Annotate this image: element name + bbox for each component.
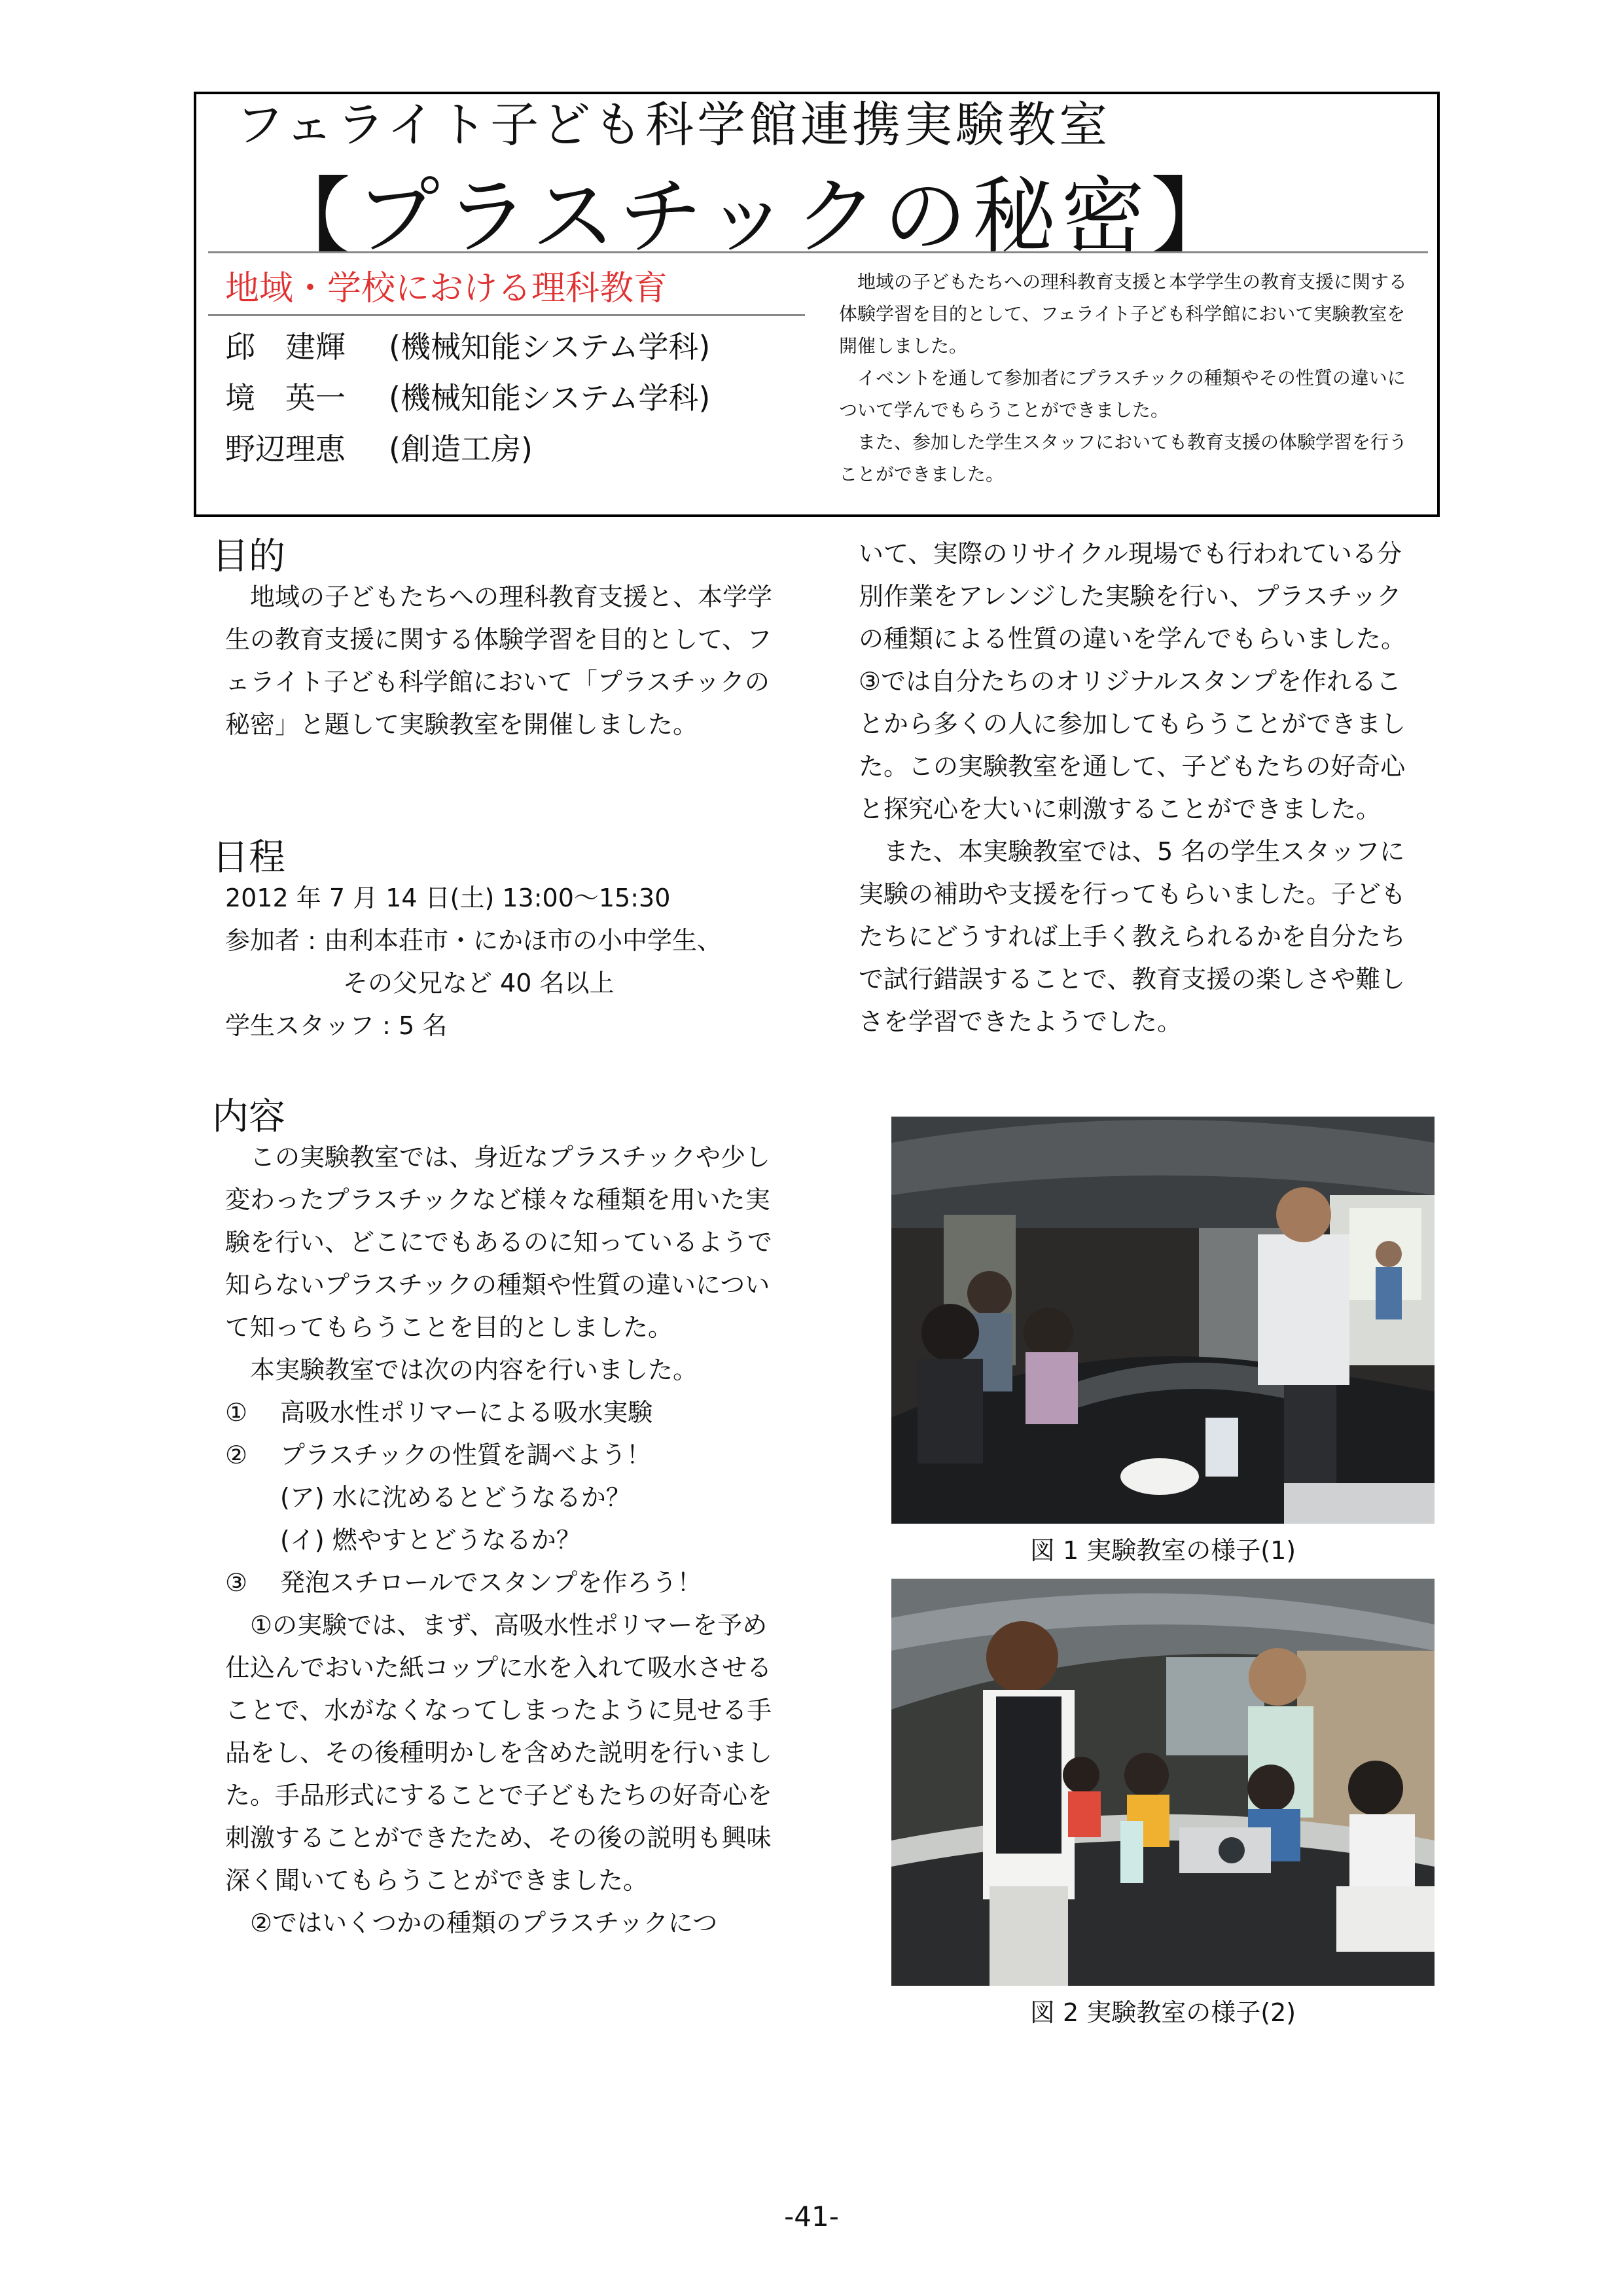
content-item-1 [225, 1391, 788, 1434]
author-affiliation: (機械知能システム学科) [389, 380, 711, 416]
event-subtitle: フェライト子ども科学館連携実験教室 [236, 97, 1111, 153]
content-body [225, 1136, 788, 1945]
schedule-staff: 学生スタッフ : 5 名 [225, 1011, 448, 1040]
abstract [839, 266, 1421, 490]
content-item-3 [225, 1562, 788, 1604]
figure-2-caption: 図 2 実験教室の様子(2) [1029, 1998, 1296, 2027]
schedule-heading: 日程 [212, 836, 285, 879]
item-number: ③ [225, 1568, 248, 1597]
author-affiliation: (創造工房) [389, 431, 533, 467]
content-heading: 内容 [212, 1096, 285, 1138]
author-2 [225, 374, 710, 418]
category-label: 地域・学校における理科教育 [225, 269, 668, 308]
content-subitem-a: (ア) 水に沈めるとどうなるか？ [280, 1483, 631, 1512]
content-subitem-b: (イ) 燃やすとどうなるか？ [280, 1526, 581, 1554]
content-paragraph-2-start: ②ではいくつかの種類のプラスチックにつ [250, 1909, 718, 1937]
content-paragraph-3: また、本実験教室では、5 名の学生スタッフに実験の補助や支援を行ってもらいました。子どもたちにどうすれば上手く教えられるかを自分たちで試行錯誤することで、教育支援の楽しさや難しさを学習できたようでした。 [859, 837, 1406, 1036]
content-body-right [859, 533, 1421, 1043]
schedule-body [225, 877, 788, 1047]
abstract-paragraph: また、参加した学生スタッフにおいても教育支援の体験学習を行うことができました。 [839, 431, 1408, 485]
item-text: 発泡スチロールでスタンプを作ろう！ [280, 1568, 702, 1597]
author-name: 野辺理恵 [225, 431, 346, 467]
item-number: ① [225, 1398, 248, 1427]
author-name: 邱 建輝 [225, 329, 346, 365]
author-name: 境 英一 [225, 380, 346, 416]
content-lead: 本実験教室では次の内容を行いました。 [250, 1355, 698, 1384]
purpose-body [225, 576, 788, 746]
item-text: 高吸水性ポリマーによる吸水実験 [280, 1398, 653, 1427]
abstract-paragraph: イベントを通して参加者にプラスチックの種類やその性質の違いについて学んでもらうことができました。 [839, 367, 1406, 421]
content-intro: この実験教室では、身近なプラスチックや少し変わったプラスチックなど様々な種類を用いた実験を行い、どこにでもあるのに知っているようで知らないプラスチックの種類や性質の違いについて知ってもらうことを目的としました。 [225, 1143, 773, 1342]
page-number: -41- [784, 2200, 839, 2233]
item-number: ② [225, 1441, 248, 1469]
abstract-paragraph: 地域の子どもたちへの理科教育支援と本学学生の教育支援に関する体験学習を目的として、フェライト子ども科学館において実験教室を開催しました。 [839, 271, 1408, 357]
content-item-2 [225, 1434, 788, 1477]
title-divider [208, 251, 1428, 253]
figure-1-caption: 図 1 実験教室の様子(1) [1029, 1536, 1296, 1565]
item-text: プラスチックの性質を調べよう！ [280, 1441, 651, 1469]
category-divider [208, 314, 805, 316]
figure-1-photo [891, 1117, 1435, 1524]
schedule-date: 2012 年 7 月 14 日(土) 13:00〜15:30 [225, 884, 671, 912]
purpose-text: 地域の子どもたちへの理科教育支援と、本学学生の教育支援に関する体験学習を目的として、フェライト子ども科学館において「プラスチックの秘密」と題して実験教室を開催しました。 [225, 583, 773, 739]
purpose-heading: 目的 [212, 535, 285, 578]
author-3 [225, 425, 533, 469]
schedule-participants-cont: その父兄など 40 名以上 [343, 969, 615, 997]
content-paragraph-2-cont: いて、実際のリサイクル現場でも行われている分別作業をアレンジした実験を行い、プラスチックの種類による性質の違いを学んでもらいました。③では自分たちのオリジナルスタンプを作れることから多くの人に参加してもらうことができました。この実験教室を通して、子どもたちの好奇心と探究心を大いに刺激することができました。 [859, 539, 1406, 823]
author-affiliation: (機械知能システム学科) [389, 329, 711, 365]
author-1 [225, 323, 710, 367]
content-paragraph-1: ①の実験では、まず、高吸水性ポリマーを予め仕込んでおいた紙コップに水を入れて吸水させることで、水がなくなってしまったように見せる手品をし、その後種明かしを含めた説明を行いました。手品形式にすることで子どもたちの好奇心を刺激することができたため、その後の説明も興味深く聞いてもらうことができました。 [225, 1611, 773, 1895]
figure-2-photo [891, 1579, 1435, 1986]
schedule-participants: 参加者 : 由利本荘市・にかほ市の小中学生、 [225, 926, 722, 955]
event-title: 【プラスチックの秘密】 [267, 168, 1240, 266]
